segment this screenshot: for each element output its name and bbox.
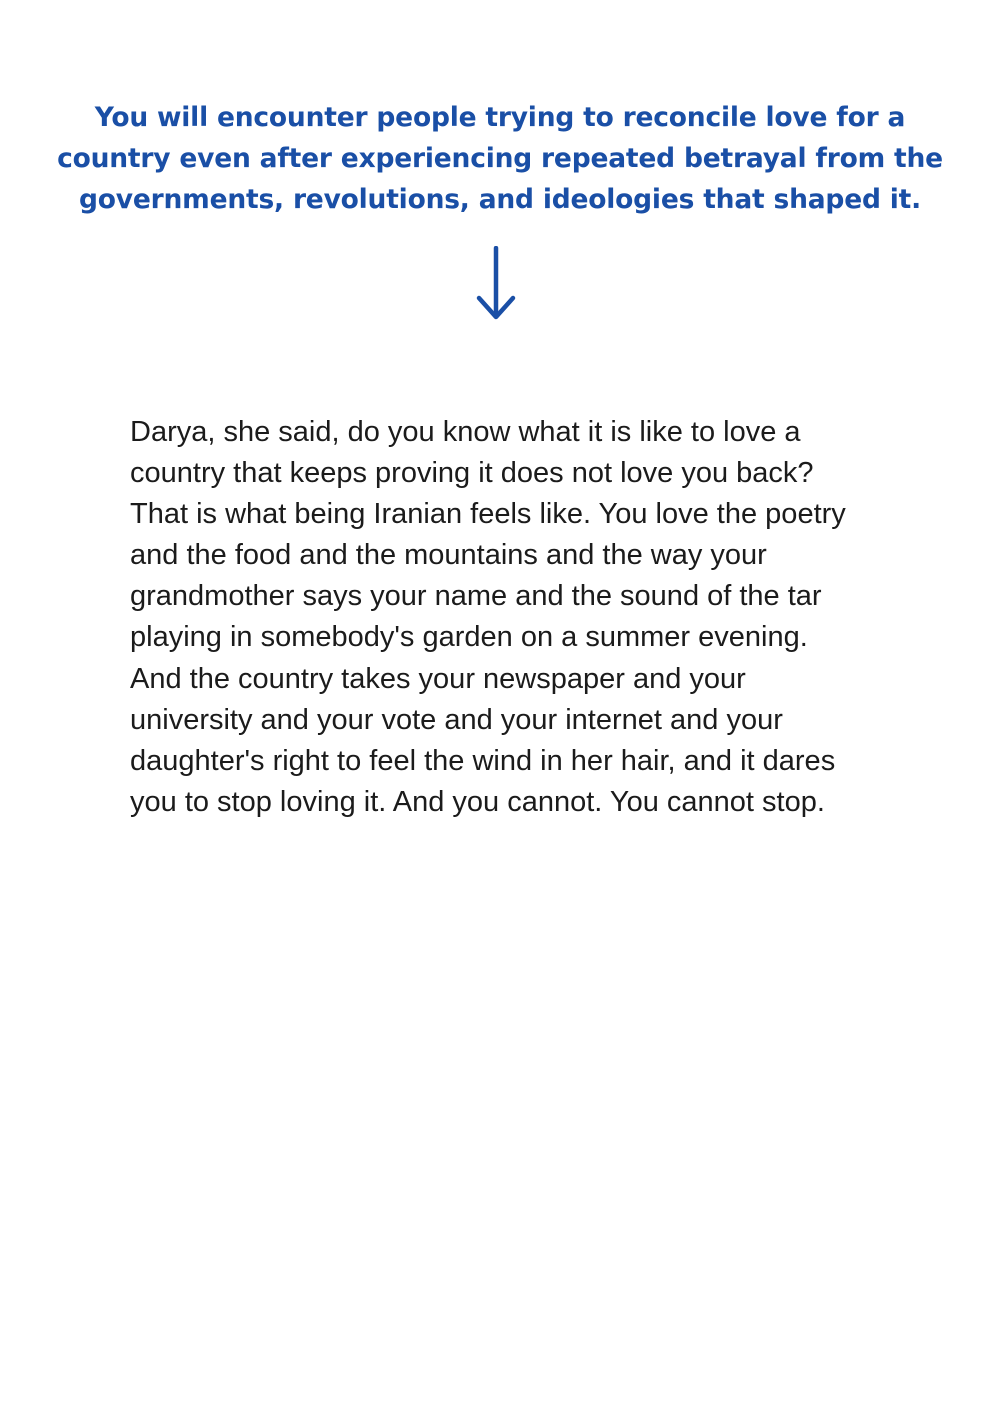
quote-line: Darya, she said, do you know what it is like to love a <box>130 416 801 448</box>
headline-line: You will encounter people trying to reconcile love for a <box>94 102 906 133</box>
down-arrow-icon <box>476 246 516 322</box>
quote-line: And the country takes your newspaper and your <box>130 662 746 695</box>
quote-line: country that keeps proving it does not love you back? <box>130 457 814 490</box>
quote-line: university and your vote and your internet and your <box>130 703 783 736</box>
quote-line: daughter's right to feel the wind in her hair, and it dares <box>130 744 836 777</box>
headline <box>40 97 960 220</box>
down-arrow-svg <box>476 246 516 322</box>
quote-passage <box>130 412 930 823</box>
quote-line: and the food and the mountains and the way your <box>130 539 767 572</box>
quote-line: playing in somebody's garden on a summer evening. <box>130 621 808 654</box>
quote-line: you to stop loving it. And you cannot. You cannot stop. <box>130 785 825 818</box>
quote-line: That is what being Iranian feels like. You love the poetry <box>130 498 846 531</box>
headline-line: governments, revolutions, and ideologies that shaped it. <box>79 184 921 215</box>
headline-line: country even after experiencing repeated betrayal from the <box>57 143 943 174</box>
quote-line: grandmother says your name and the sound of the tar <box>130 580 822 613</box>
